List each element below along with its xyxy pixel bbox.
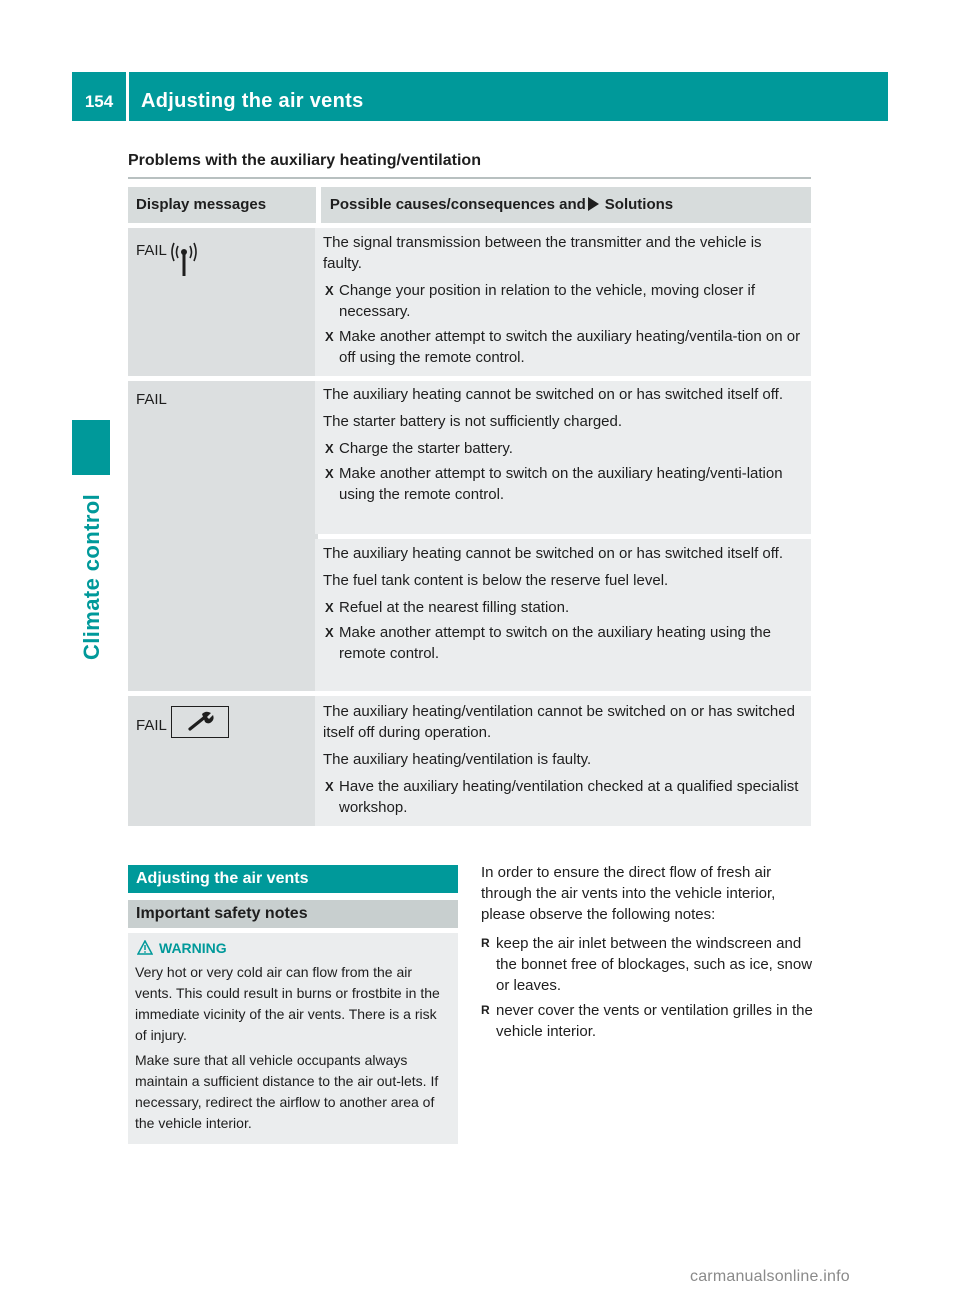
warning-instruction: Make sure that all vehicle occupants always maintain a sufficient distance to the air out-lets. If necessary, redirect the airflow to another area of the vehicle interior. — [135, 1052, 439, 1131]
column-header-messages: Display messages — [128, 187, 316, 223]
table-row-causes — [323, 543, 802, 668]
safety-notes-heading: Important safety notes — [128, 900, 458, 928]
cause-text: The fuel tank content is below the reserve fuel level. — [323, 572, 669, 589]
table-row-causes — [323, 384, 802, 509]
solution-item: X Refuel at the nearest filling station. — [325, 599, 570, 616]
column-header-causes — [321, 187, 811, 223]
solution-item: X Have the auxiliary heating/ventilation checked at a qualified specialist workshop. — [325, 778, 799, 816]
warning-text: Very hot or very cold air can flow from the air vents. This could result in burns or frostbite in the immediate vicinity of the air vents. There is a risk of injury. — [135, 964, 440, 1043]
messages-table — [128, 187, 811, 816]
warning-label: WARNING — [159, 940, 227, 956]
header-title: Adjusting the air vents — [141, 90, 364, 112]
cause-text: The auxiliary heating/ventilation cannot be switched on or has switched itself off during operation. — [323, 703, 795, 741]
solution-item: X Make another attempt to switch the auxiliary heating/ventila-tion on or off using the remote control. — [325, 328, 801, 366]
site-watermark: carmanualsonline.info — [690, 1268, 850, 1285]
solution-arrow-icon — [588, 197, 599, 211]
notes-column — [481, 862, 813, 1046]
page-number: 154 — [84, 92, 114, 111]
solution-item: X Make another attempt to switch on the auxiliary heating/venti-lation using the remote control. — [325, 465, 783, 503]
table-row-causes — [323, 701, 802, 822]
table-row-causes — [323, 232, 802, 372]
heading-divider — [128, 177, 811, 179]
column-header-solutions-text: Solutions — [604, 196, 674, 213]
list-item: R keep the air inlet between the windscreen and the bonnet free of blockages, such as ice, snow or leaves. — [481, 935, 813, 994]
list-item: R never cover the vents or ventilation grilles in the vehicle interior. — [481, 1002, 813, 1040]
warning-heading — [135, 939, 450, 957]
action-arrow-icon: X — [325, 466, 334, 481]
wrench-icon — [171, 706, 229, 738]
bullet-marker: R — [481, 936, 490, 950]
cause-text: The auxiliary heating cannot be switched on or has switched itself off. — [323, 386, 783, 403]
page-header — [72, 72, 888, 121]
solution-item: X Charge the starter battery. — [325, 440, 513, 457]
fail-text: FAIL — [136, 242, 167, 259]
subsection-title: Adjusting the air vents — [128, 865, 458, 893]
action-arrow-icon: X — [325, 600, 334, 615]
header-divider — [126, 72, 129, 121]
table-header — [128, 187, 811, 223]
cause-text: The starter battery is not sufficiently charged. — [323, 413, 623, 430]
warning-box — [128, 933, 458, 1144]
cause-text: The signal transmission between the transmitter and the vehicle is faulty. — [323, 234, 762, 272]
action-arrow-icon: X — [325, 625, 334, 640]
bullet-marker: R — [481, 1003, 490, 1017]
column-header-causes-text: Possible causes/consequences and — [329, 196, 586, 213]
table-row-message — [128, 696, 318, 826]
section-heading: Problems with the auxiliary heating/ventilation — [128, 152, 481, 169]
table-row-message — [128, 381, 318, 691]
fail-text: FAIL — [136, 716, 167, 734]
fail-text: FAIL — [136, 391, 167, 408]
solution-item: X Change your position in relation to the vehicle, moving closer if necessary. — [325, 282, 756, 320]
cause-text: The auxiliary heating/ventilation is faulty. — [323, 751, 592, 768]
action-arrow-icon: X — [325, 441, 334, 456]
warning-triangle-icon — [137, 940, 153, 955]
intro-text: In order to ensure the direct flow of fresh air through the air vents into the vehicle interior, please observe the following notes: — [481, 864, 776, 923]
action-arrow-icon: X — [325, 779, 334, 794]
solution-item: X Make another attempt to switch on the auxiliary heating using the remote control. — [325, 624, 771, 662]
action-arrow-icon: X — [325, 329, 334, 344]
table-row-message — [128, 228, 318, 376]
action-arrow-icon: X — [325, 283, 334, 298]
antenna-signal-icon — [167, 240, 201, 285]
cause-text: The auxiliary heating cannot be switched on or has switched itself off. — [323, 545, 783, 562]
chapter-label: Climate control — [79, 493, 104, 660]
